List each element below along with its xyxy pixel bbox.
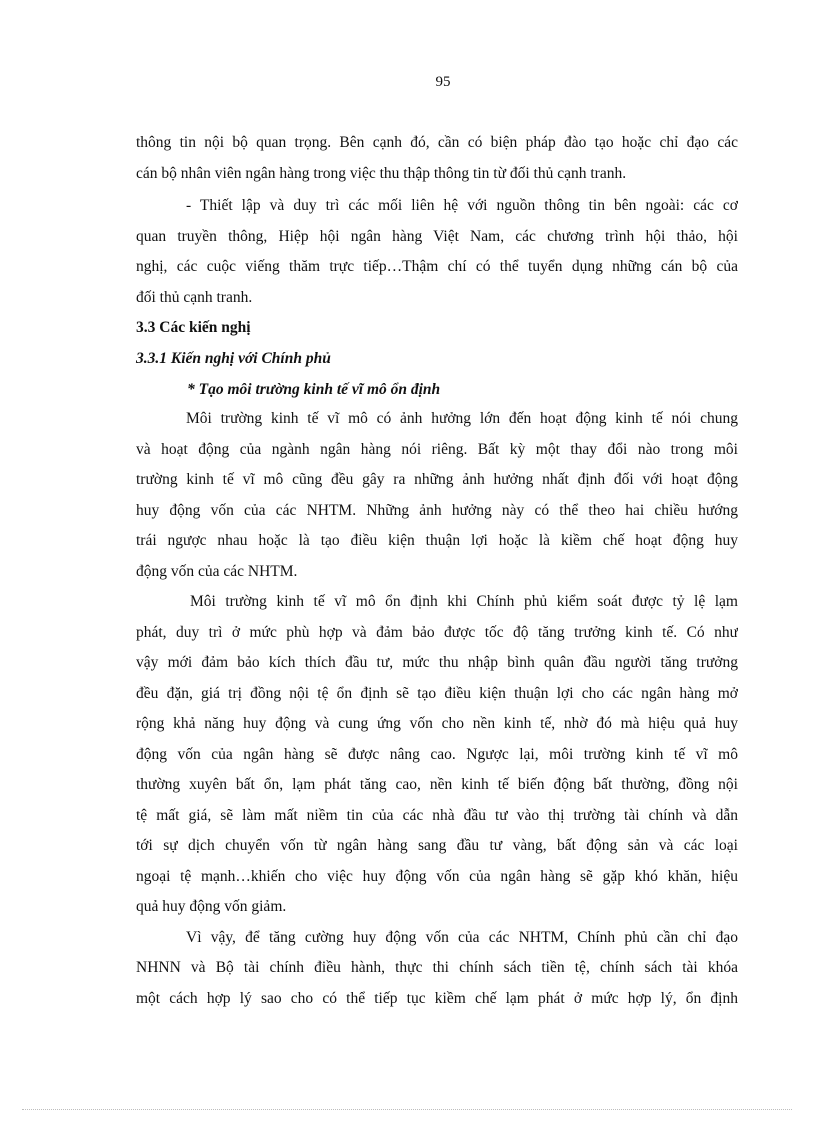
body-line: đối thủ cạnh tranh. [136, 289, 253, 306]
body-line: nghị, các cuộc viếng thăm trực tiếp…Thậm chí có thể tuyển dụng những cán bộ của [136, 258, 738, 275]
body-line: quả huy động vốn giảm. [136, 898, 287, 915]
body-line: NHNN và Bộ tài chính điều hành, thực thi chính sách tiền tệ, chính sách tài khóa [136, 959, 738, 976]
body-line: quan truyền thông, Hiệp hội ngân hàng Việt Nam, các chương trình hội thảo, hội [136, 228, 738, 245]
body-line: Vì vậy, để tăng cường huy động vốn của các NHTM, Chính phủ cần chỉ đạo [186, 929, 738, 946]
body-line: và hoạt động của ngành ngân hàng nói riêng. Bất kỳ một thay đổi nào trong môi [136, 441, 738, 458]
body-line: động vốn của ngân hàng sẽ được nâng cao. Ngược lại, môi trường kinh tế vĩ mô [136, 746, 738, 763]
body-line: - Thiết lập và duy trì các mối liên hệ với nguồn thông tin bên ngoài: các cơ [186, 197, 738, 214]
body-line: thông tin nội bộ quan trọng. Bên cạnh đó, cần có biện pháp đào tạo hoặc chỉ đạo các [136, 134, 738, 151]
body-line: thường xuyên bất ổn, lạm phát tăng cao, nền kinh tế biến động bất thường, đồng nội [136, 776, 738, 793]
body-line: cán bộ nhân viên ngân hàng trong việc thu thập thông tin từ đối thủ cạnh tranh. [136, 165, 627, 182]
body-line: Môi trường kinh tế vĩ mô có ảnh hưởng lớn đến hoạt động kinh tế nói chung [186, 410, 738, 427]
body-line: ngoại tệ mạnh…khiến cho việc huy động vốn của ngân hàng sẽ gặp khó khăn, hiệu [136, 868, 738, 885]
body-line: rộng khả năng huy động và cung ứng vốn cho nền kinh tế, nhờ đó mà hiệu quả huy [136, 715, 738, 732]
page-bottom-divider [22, 1109, 792, 1110]
body-line: huy động vốn của các NHTM. Những ảnh hưởng này có thể theo hai chiều hướng [136, 502, 738, 519]
body-line: vậy mới đảm bảo kích thích đầu tư, mức thu nhập bình quân đầu người tăng trưởng [136, 654, 738, 671]
body-line: tệ mất giá, sẽ làm mất niềm tin của các nhà đầu tư vào thị trường tài chính và dẫn [136, 807, 738, 824]
body-line: tới sự dịch chuyển vốn từ ngân hàng sang đầu tư vàng, bất động sản và các loại [136, 837, 738, 854]
section-heading: 3.3 Các kiến nghị [136, 319, 251, 336]
subsection-heading: 3.3.1 Kiến nghị với Chính phủ [136, 350, 331, 367]
body-line: đều đặn, giá trị đồng nội tệ ổn định sẽ tạo điều kiện thuận lợi cho các ngân hàng mở [136, 685, 738, 702]
topic-heading: * Tạo môi trường kinh tế vĩ mô ổn định [187, 381, 441, 398]
body-line: trường kinh tế vĩ mô cũng đều gây ra những ảnh hưởng nhất định đối với hoạt động [136, 471, 738, 488]
body-line: một cách hợp lý sao cho có thể tiếp tục kiềm chế lạm phát ở mức hợp lý, ổn định [136, 990, 738, 1007]
page-number: 95 [435, 74, 451, 90]
body-line: phát, duy trì ở mức phù hợp và đảm bảo được tốc độ tăng trưởng kinh tế. Có như [136, 624, 738, 641]
body-line: động vốn của các NHTM. [136, 563, 298, 580]
body-line: Môi trường kinh tế vĩ mô ổn định khi Chính phủ kiểm soát được tỷ lệ lạm [190, 593, 738, 610]
body-line: trái ngược nhau hoặc là tạo điều kiện thuận lợi hoặc là kiềm chế hoạt động huy [136, 532, 738, 549]
